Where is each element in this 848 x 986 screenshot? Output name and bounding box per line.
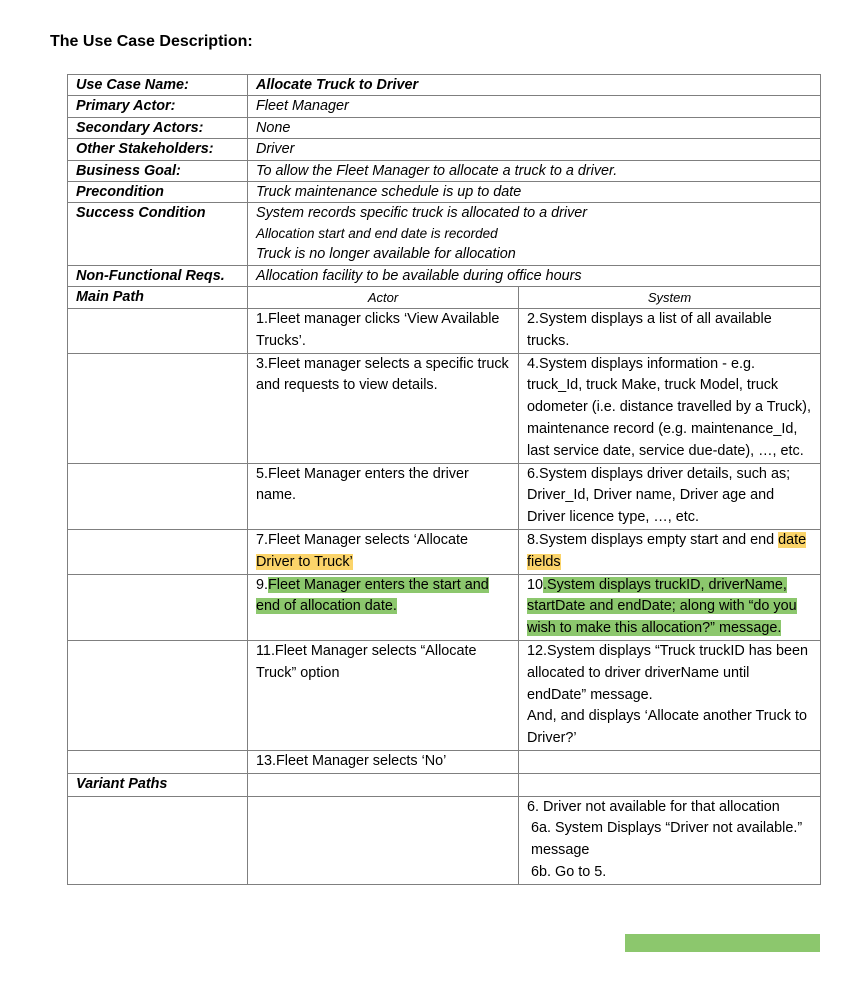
label-use-case-name: Use Case Name: (68, 75, 248, 96)
label-main-path: Main Path (68, 287, 248, 309)
table-row (68, 641, 821, 751)
actor-step: 5.Fleet Manager enters the driver name. (248, 463, 519, 529)
highlighted-text: Fleet Manager enters the start and end of allocation date. (256, 576, 489, 615)
row-precondition (68, 182, 821, 203)
value-nfr: Allocation facility to be available during office hours (248, 265, 821, 286)
header-system: System (519, 287, 821, 309)
variant-line: 6. Driver not available for that allocation (527, 798, 780, 815)
value-stakeholders: Driver (248, 139, 821, 160)
green-highlight-bar (625, 934, 820, 952)
variant-step (519, 796, 821, 884)
label-stakeholders: Other Stakeholders: (68, 139, 248, 160)
step-text: And, and displays ‘Allocate another Truck to Driver?’ (527, 708, 807, 747)
actor-step: 11.Fleet Manager selects “Allocate Truck” option (248, 641, 519, 751)
row-nfr (68, 265, 821, 286)
row-business-goal (68, 160, 821, 181)
system-step (519, 751, 821, 774)
step-text: 12.System displays “Truck truckID has been allocated to driver driverName until endDate” message. (527, 643, 808, 703)
value-use-case-name: Allocate Truck to Driver (248, 75, 821, 96)
step-text: 7.Fleet Manager selects ‘Allocate (256, 532, 468, 549)
system-step: 4.System displays information - e.g. truck_Id, truck Make, truck Model, truck odometer (i.e. distance travelled by a Truck), maintenance record (e.g. maintenance_Id, last service date, service due-date), …, etc. (519, 353, 821, 463)
table-row (68, 353, 821, 463)
label-precondition: Precondition (68, 182, 248, 203)
variant-line: 6a. System Displays “Driver not available.” message (531, 820, 803, 859)
table-row (68, 463, 821, 529)
use-case-table (67, 74, 821, 885)
highlighted-text: date fields (527, 532, 807, 570)
value-success-condition (248, 203, 821, 265)
success-line: System records specific truck is allocated to a driver (256, 205, 588, 222)
row-success-condition (68, 203, 821, 265)
row-main-path (68, 287, 821, 309)
table-row (68, 796, 821, 884)
system-step: 6.System displays driver details, such as; Driver_Id, Driver name, Driver age and Driver licence type, …, etc. (519, 463, 821, 529)
system-step: 2.System displays a list of all available trucks. (519, 309, 821, 354)
table-row (68, 751, 821, 774)
table-row (68, 530, 821, 575)
highlighted-text: Driver to Truck’ (256, 553, 353, 570)
step-text: 9. (256, 576, 269, 593)
value-secondary-actors: None (248, 117, 821, 138)
table-row (68, 574, 821, 640)
actor-step: 1.Fleet manager clicks ‘View Available Trucks’. (248, 309, 519, 354)
row-variant-paths (68, 773, 821, 796)
label-nfr: Non-Functional Reqs. (68, 265, 248, 286)
row-stakeholders (68, 139, 821, 160)
highlighted-text: .System displays truckID, driverName, startDate and endDate; along with “do you wish to make this allocation?” message. (527, 576, 797, 637)
page-heading: The Use Case Description: (50, 33, 253, 50)
actor-step: 13.Fleet Manager selects ‘No’ (248, 751, 519, 774)
label-variant-paths: Variant Paths (68, 773, 248, 796)
row-use-case-name (68, 75, 821, 96)
system-step (519, 641, 821, 751)
system-step (519, 530, 821, 575)
variant-line: 6b. Go to 5. (531, 863, 607, 880)
label-secondary-actors: Secondary Actors: (68, 117, 248, 138)
table-row (68, 309, 821, 354)
row-primary-actor (68, 96, 821, 117)
header-actor: Actor (248, 287, 519, 309)
step-text: 10 (527, 576, 544, 593)
actor-step (248, 574, 519, 640)
label-primary-actor: Primary Actor: (68, 96, 248, 117)
value-primary-actor: Fleet Manager (248, 96, 821, 117)
success-line: Truck is no longer available for allocation (256, 246, 516, 263)
row-secondary-actors (68, 117, 821, 138)
system-step (519, 574, 821, 640)
step-text: 8.System displays empty start and end (527, 532, 779, 549)
actor-step (248, 530, 519, 575)
label-business-goal: Business Goal: (68, 160, 248, 181)
label-success-condition: Success Condition (68, 203, 248, 265)
actor-step: 3.Fleet manager selects a specific truck and requests to view details. (248, 353, 519, 463)
value-business-goal: To allow the Fleet Manager to allocate a truck to a driver. (248, 160, 821, 181)
value-precondition: Truck maintenance schedule is up to date (248, 182, 821, 203)
success-line: Allocation start and end date is recorded (256, 225, 498, 241)
